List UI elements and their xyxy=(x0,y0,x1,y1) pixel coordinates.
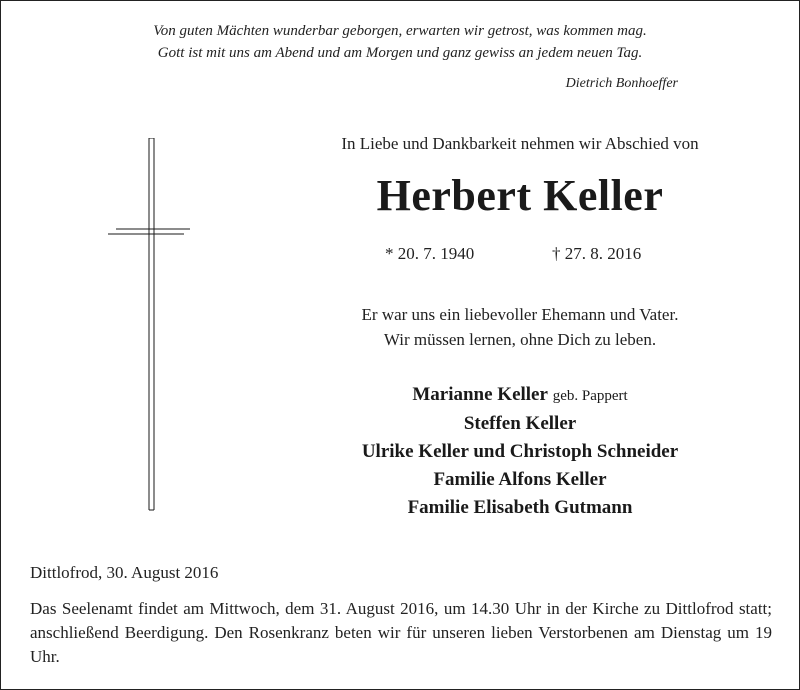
bonhoeffer-quote xyxy=(0,20,800,64)
mourner-name: Ulrike Keller und Christoph Schneider xyxy=(361,441,679,462)
quote-line-1: Von guten Mächten wunderbar geborgen, erwarten wir getrost, was kommen mag. xyxy=(153,23,647,39)
death-date: † 27. 8. 2016 xyxy=(552,244,642,263)
mourner-name: Familie Alfons Keller xyxy=(433,469,607,490)
intro-text: In Liebe und Dankbarkeit nehmen wir Abschied von xyxy=(341,134,699,153)
mourner-name: Marianne Keller xyxy=(412,384,548,405)
mourner xyxy=(300,438,740,466)
mourner xyxy=(300,494,740,522)
quote-author: Dietrich Bonhoeffer xyxy=(565,76,678,91)
place-and-date: Dittlofrod, 30. August 2016 xyxy=(30,563,219,582)
mourner xyxy=(300,381,740,410)
mourner xyxy=(300,410,740,438)
birth-date: * 20. 7. 1940 xyxy=(385,244,475,263)
maiden-name-note: geb. Pappert xyxy=(552,388,628,404)
deceased-name: Herbert Keller xyxy=(376,171,664,220)
mourners-list xyxy=(300,381,740,522)
cross-icon xyxy=(108,138,192,513)
funeral-notice: Das Seelenamt findet am Mittwoch, dem 31. August 2016, um 14.30 Uhr in der Kirche zu Dittlofrod statt; anschließend Beerdigung. Den Rosenkranz beten wir für unseren lieben Verstorbenen am Dienstag um 19 Uhr. xyxy=(30,599,772,666)
mourner xyxy=(300,466,740,494)
mourner-name: Familie Elisabeth Gutmann xyxy=(407,497,633,518)
quote-line-2: Gott ist mit uns am Abend und am Morgen und ganz gewiss an jedem neuen Tag. xyxy=(157,45,643,61)
tribute-line-1: Er war uns ein liebevoller Ehemann und Vater. xyxy=(361,305,679,324)
tribute-line-2: Wir müssen lernen, ohne Dich zu leben. xyxy=(383,330,657,349)
mourner-name: Steffen Keller xyxy=(463,413,577,434)
tribute-text xyxy=(300,302,740,352)
